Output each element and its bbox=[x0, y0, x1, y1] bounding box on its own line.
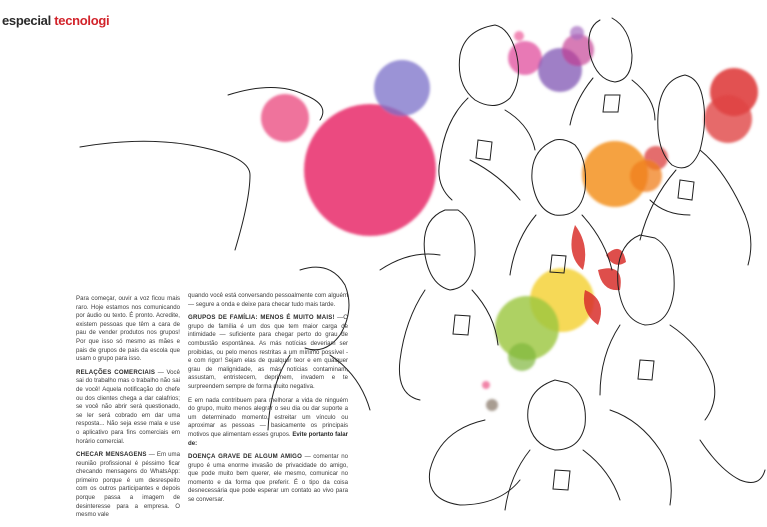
section-grupos bbox=[188, 314, 348, 391]
small-dot-2 bbox=[482, 381, 490, 389]
red-blob-right-2 bbox=[704, 95, 752, 143]
pink-blob-top bbox=[508, 41, 542, 75]
orange-blob-2 bbox=[630, 160, 662, 192]
section-grupos-cont bbox=[188, 397, 348, 449]
section-body: — comentar no grupo é uma enorme invasão de privacidade do amigo, que pode muito bem querer, ele mesmo, comunicar no momento e da forma que preferir. É o tipo da coisa desnecessária que pode esperar um contato ao vivo para se conversar. bbox=[188, 453, 348, 504]
section-relacoes bbox=[76, 369, 180, 446]
section-body: —O grupo de família é um dos que tem maior carga de intimidade — suficiente para chegar perto do grau de combustão espontânea. As más notícias deveriam ser proibidas, ou pelo menos restritas a um mínimo possível - e com rigor! Sejam elas de qualquer teor e em qualquer grau de malignidade, as más notícias contaminam, assustam, entristecem, deprimem, invadem e te surpreendem sempre de forma muito negativa. bbox=[188, 314, 349, 390]
section-title: GRUPOS DE FAMÍLIA: MENOS É MUITO MAIS! bbox=[188, 314, 335, 322]
section-doenca bbox=[188, 453, 348, 505]
article-column-2 bbox=[188, 292, 348, 510]
continued-paragraph: quando você está conversando pessoalmente com alguém — segure a onda e deixe para checar tudo mais tarde. bbox=[188, 292, 348, 308]
article-column-1 bbox=[76, 295, 180, 525]
purple-dot bbox=[570, 26, 584, 40]
green-blob-2 bbox=[508, 343, 536, 371]
section-title: DOENÇA GRAVE DE ALGUM AMIGO bbox=[188, 453, 303, 461]
pink-blob-small bbox=[261, 94, 309, 142]
section-body: — Em uma reunião profissional é péssimo ficar checando mensagens do WhatsApp: primeiro porque é um desrespeito com os outros participantes e depois porque passa a imagem de desinteresse para a empresa. O mesmo vale bbox=[76, 451, 180, 519]
pink-dot bbox=[514, 31, 524, 41]
section-body: E em nada contribuem para melhorar a vida de ninguém do grupo, muito menos alegrar o seu dia ou dar suporte a um determinado momento, estreitar um vínculo ou aproximar as pessoas — basicamente os principais motivos que alimentam esses grupos. bbox=[188, 396, 348, 438]
purple-blob bbox=[374, 60, 430, 116]
section-checar bbox=[76, 451, 180, 520]
section-title: RELAÇÕES COMERCIAIS bbox=[76, 368, 156, 376]
intro-paragraph: Para começar, ouvir a voz ficou mais raro. Hoje estamos nos comunicando por áudio ou texto. É pronto. Acredite, existem pessoas que têm a cara de pau de vender produtos nos grupos! Por que isso só mesmo as mães e pais de grupos de pais da escola que usam o grupo para isso. bbox=[76, 295, 180, 363]
section-title: CHECAR MENSAGENS bbox=[76, 451, 147, 459]
section-label: especial bbox=[2, 13, 51, 28]
avoid-label: Evite portanto falar de: bbox=[188, 430, 348, 447]
small-dot-1 bbox=[486, 399, 498, 411]
section-body: — Você sai do trabalho mas o trabalho não sai de você! Aquela notificação do chefe ou dos clientes chega a dar calafrios; se você não abrir será questionado, se ler será cobrado em dar uma resposta... Não seja esse mala e use o aplicativo para fins comerciais em horário comercial. bbox=[76, 368, 180, 445]
pink-blob bbox=[304, 104, 436, 236]
category-label: tecnologi bbox=[54, 13, 110, 28]
